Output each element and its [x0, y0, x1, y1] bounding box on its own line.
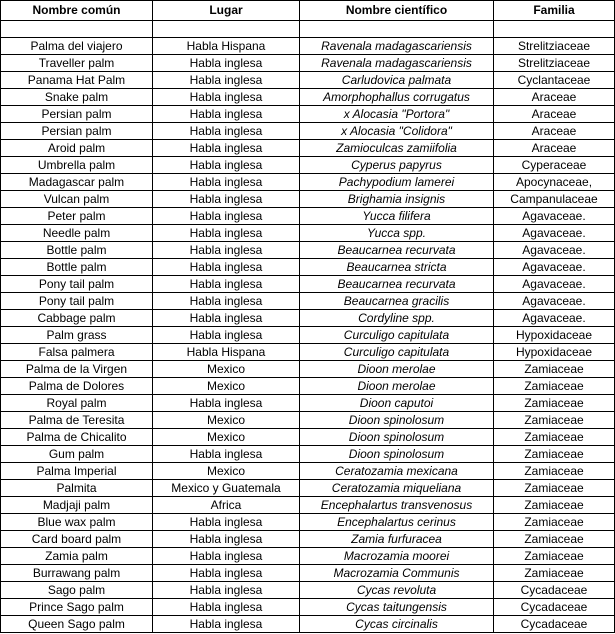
- table-row: [1, 225, 615, 242]
- place-cell: Habla inglesa: [153, 123, 300, 140]
- table-row: [1, 565, 615, 582]
- table-row: [1, 548, 615, 565]
- place-cell: Habla Hispana: [153, 38, 300, 55]
- family-cell: [494, 21, 615, 38]
- table-row: [1, 123, 615, 140]
- header-common-name: Nombre común: [1, 1, 153, 21]
- scientific-name-cell: Macrozamia moorei: [300, 548, 494, 565]
- place-cell: Habla inglesa: [153, 208, 300, 225]
- scientific-name-cell: Dioon spinolosum: [300, 446, 494, 463]
- scientific-name-cell: Dioon merolae: [300, 361, 494, 378]
- table-row: [1, 276, 615, 293]
- place-cell: Habla Hispana: [153, 344, 300, 361]
- scientific-name-cell: Yucca spp.: [300, 225, 494, 242]
- family-cell: Cycadaceae: [494, 616, 615, 633]
- family-cell: Zamiaceae: [494, 446, 615, 463]
- common-name-cell: Snake palm: [1, 89, 153, 106]
- family-cell: Agavaceae.: [494, 293, 615, 310]
- common-name-cell: Queen Sago palm: [1, 616, 153, 633]
- table-row: [1, 514, 615, 531]
- table-row: [1, 242, 615, 259]
- scientific-name-cell: Dioon spinolosum: [300, 412, 494, 429]
- header-family: Familia: [494, 1, 615, 21]
- scientific-name-cell: Encephalartus transvenosus: [300, 497, 494, 514]
- scientific-name-cell: Curculigo capitulata: [300, 327, 494, 344]
- common-name-cell: Needle palm: [1, 225, 153, 242]
- family-cell: Araceae: [494, 123, 615, 140]
- header-scientific-name: Nombre científico: [300, 1, 494, 21]
- place-cell: Habla inglesa: [153, 616, 300, 633]
- table-row: [1, 140, 615, 157]
- common-name-cell: Persian palm: [1, 106, 153, 123]
- place-cell: Habla inglesa: [153, 293, 300, 310]
- common-name-cell: Bottle palm: [1, 242, 153, 259]
- scientific-name-cell: Carludovica palmata: [300, 72, 494, 89]
- scientific-name-cell: Cycas revoluta: [300, 582, 494, 599]
- scientific-name-cell: [300, 21, 494, 38]
- family-cell: Zamiaceae: [494, 412, 615, 429]
- table-row: [1, 191, 615, 208]
- common-name-cell: Palma del viajero: [1, 38, 153, 55]
- place-cell: Habla inglesa: [153, 259, 300, 276]
- place-cell: Habla inglesa: [153, 446, 300, 463]
- scientific-name-cell: Beaucarnea stricta: [300, 259, 494, 276]
- place-cell: Habla inglesa: [153, 310, 300, 327]
- common-name-cell: Palma Imperial: [1, 463, 153, 480]
- table-row: [1, 361, 615, 378]
- scientific-name-cell: x Alocasia "Colidora": [300, 123, 494, 140]
- family-cell: Strelitziaceae: [494, 55, 615, 72]
- family-cell: Araceae: [494, 89, 615, 106]
- common-name-cell: Palmita: [1, 480, 153, 497]
- table-row: [1, 72, 615, 89]
- table-row: [1, 497, 615, 514]
- scientific-name-cell: Encephalartus cerinus: [300, 514, 494, 531]
- common-name-cell: Palma de Chicalito: [1, 429, 153, 446]
- scientific-name-cell: Dioon caputoi: [300, 395, 494, 412]
- table-row: [1, 616, 615, 633]
- family-cell: Cyclantaceae: [494, 72, 615, 89]
- scientific-name-cell: Pachypodium lamerei: [300, 174, 494, 191]
- place-cell: Habla inglesa: [153, 157, 300, 174]
- common-name-cell: Panama Hat Palm: [1, 72, 153, 89]
- common-name-cell: Falsa palmera: [1, 344, 153, 361]
- table-row: [1, 344, 615, 361]
- scientific-name-cell: Beaucarnea recurvata: [300, 242, 494, 259]
- table-row: [1, 327, 615, 344]
- header-place: Lugar: [153, 1, 300, 21]
- common-name-cell: [1, 21, 153, 38]
- family-cell: Agavaceae.: [494, 208, 615, 225]
- family-cell: Strelitziaceae: [494, 38, 615, 55]
- place-cell: Habla inglesa: [153, 565, 300, 582]
- family-cell: Zamiaceae: [494, 548, 615, 565]
- scientific-name-cell: Ravenala madagascariensis: [300, 55, 494, 72]
- table-row: [1, 310, 615, 327]
- common-name-cell: Royal palm: [1, 395, 153, 412]
- family-cell: Zamiaceae: [494, 565, 615, 582]
- scientific-name-cell: Dioon spinolosum: [300, 429, 494, 446]
- scientific-name-cell: Beaucarnea gracilis: [300, 293, 494, 310]
- common-name-cell: Madjaji palm: [1, 497, 153, 514]
- place-cell: Habla inglesa: [153, 106, 300, 123]
- family-cell: Hypoxidaceae: [494, 327, 615, 344]
- family-cell: Agavaceae.: [494, 259, 615, 276]
- scientific-name-cell: Cycas taitungensis: [300, 599, 494, 616]
- family-cell: Agavaceae.: [494, 310, 615, 327]
- place-cell: Habla inglesa: [153, 548, 300, 565]
- common-name-cell: Zamia palm: [1, 548, 153, 565]
- place-cell: Habla inglesa: [153, 599, 300, 616]
- table-row: [1, 55, 615, 72]
- common-name-cell: Vulcan palm: [1, 191, 153, 208]
- common-name-cell: Pony tail palm: [1, 293, 153, 310]
- family-cell: Campanulaceae: [494, 191, 615, 208]
- table-row: [1, 208, 615, 225]
- family-cell: Zamiaceae: [494, 514, 615, 531]
- family-cell: Zamiaceae: [494, 429, 615, 446]
- place-cell: Habla inglesa: [153, 327, 300, 344]
- table-row: [1, 395, 615, 412]
- common-name-cell: Palma de Teresita: [1, 412, 153, 429]
- scientific-name-cell: Brighamia insignis: [300, 191, 494, 208]
- family-cell: Hypoxidaceae: [494, 344, 615, 361]
- scientific-name-cell: Yucca filifera: [300, 208, 494, 225]
- scientific-name-cell: Cordyline spp.: [300, 310, 494, 327]
- family-cell: Cycadaceae: [494, 599, 615, 616]
- place-cell: Habla inglesa: [153, 582, 300, 599]
- family-cell: Araceae: [494, 106, 615, 123]
- scientific-name-cell: Ceratozamia miqueliana: [300, 480, 494, 497]
- place-cell: Habla inglesa: [153, 514, 300, 531]
- family-cell: Araceae: [494, 140, 615, 157]
- common-name-cell: Aroid palm: [1, 140, 153, 157]
- family-cell: Zamiaceae: [494, 361, 615, 378]
- place-cell: Mexico y Guatemala: [153, 480, 300, 497]
- family-cell: Zamiaceae: [494, 497, 615, 514]
- common-name-cell: Traveller palm: [1, 55, 153, 72]
- place-cell: Mexico: [153, 378, 300, 395]
- table-row: [1, 293, 615, 310]
- table-row: [1, 21, 615, 38]
- place-cell: Habla inglesa: [153, 140, 300, 157]
- scientific-name-cell: Dioon merolae: [300, 378, 494, 395]
- common-name-cell: Burrawang palm: [1, 565, 153, 582]
- family-cell: Agavaceae.: [494, 276, 615, 293]
- place-cell: [153, 21, 300, 38]
- table-row: [1, 531, 615, 548]
- place-cell: Habla inglesa: [153, 55, 300, 72]
- common-name-cell: Palm grass: [1, 327, 153, 344]
- scientific-name-cell: Amorphophallus corrugatus: [300, 89, 494, 106]
- scientific-name-cell: Beaucarnea recurvata: [300, 276, 494, 293]
- table-row: [1, 429, 615, 446]
- common-name-cell: Persian palm: [1, 123, 153, 140]
- table-row: [1, 106, 615, 123]
- table-row: [1, 89, 615, 106]
- place-cell: Habla inglesa: [153, 89, 300, 106]
- scientific-name-cell: Cyperus papyrus: [300, 157, 494, 174]
- scientific-name-cell: Ravenala madagascariensis: [300, 38, 494, 55]
- common-name-cell: Palma de Dolores: [1, 378, 153, 395]
- place-cell: Mexico: [153, 361, 300, 378]
- table-row: [1, 446, 615, 463]
- family-cell: Zamiaceae: [494, 378, 615, 395]
- table-row: [1, 157, 615, 174]
- family-cell: Apocynaceae,: [494, 174, 615, 191]
- family-cell: Zamiaceae: [494, 480, 615, 497]
- place-cell: Mexico: [153, 412, 300, 429]
- place-cell: Habla inglesa: [153, 276, 300, 293]
- family-cell: Zamiaceae: [494, 395, 615, 412]
- table-row: [1, 412, 615, 429]
- scientific-name-cell: Cycas circinalis: [300, 616, 494, 633]
- common-name-cell: Blue wax palm: [1, 514, 153, 531]
- common-name-cell: Cabbage palm: [1, 310, 153, 327]
- family-cell: Cycadaceae: [494, 582, 615, 599]
- scientific-name-cell: x Alocasia "Portora": [300, 106, 494, 123]
- place-cell: Habla inglesa: [153, 191, 300, 208]
- common-name-cell: Bottle palm: [1, 259, 153, 276]
- place-cell: Mexico: [153, 429, 300, 446]
- family-cell: Agavaceae.: [494, 225, 615, 242]
- table-row: [1, 480, 615, 497]
- place-cell: Habla inglesa: [153, 174, 300, 191]
- table-row: [1, 38, 615, 55]
- place-cell: Habla inglesa: [153, 242, 300, 259]
- place-cell: Africa: [153, 497, 300, 514]
- family-cell: Zamiaceae: [494, 531, 615, 548]
- table-row: [1, 174, 615, 191]
- table-row: [1, 378, 615, 395]
- scientific-name-cell: Zamia furfuracea: [300, 531, 494, 548]
- common-name-cell: Gum palm: [1, 446, 153, 463]
- common-name-cell: Palma de la Virgen: [1, 361, 153, 378]
- scientific-name-cell: Zamioculcas zamiifolia: [300, 140, 494, 157]
- place-cell: Mexico: [153, 463, 300, 480]
- place-cell: Habla inglesa: [153, 395, 300, 412]
- scientific-name-cell: Macrozamia Communis: [300, 565, 494, 582]
- scientific-name-cell: Ceratozamia mexicana: [300, 463, 494, 480]
- family-cell: Cyperaceae: [494, 157, 615, 174]
- common-name-cell: Umbrella palm: [1, 157, 153, 174]
- family-cell: Zamiaceae: [494, 463, 615, 480]
- common-name-cell: Sago palm: [1, 582, 153, 599]
- place-cell: Habla inglesa: [153, 531, 300, 548]
- common-name-cell: Pony tail palm: [1, 276, 153, 293]
- place-cell: Habla inglesa: [153, 225, 300, 242]
- table-row: [1, 599, 615, 616]
- common-name-cell: Peter palm: [1, 208, 153, 225]
- header-row: [1, 1, 615, 21]
- common-name-cell: Card board palm: [1, 531, 153, 548]
- place-cell: Habla inglesa: [153, 72, 300, 89]
- common-name-cell: Prince Sago palm: [1, 599, 153, 616]
- table-row: [1, 582, 615, 599]
- table-row: [1, 463, 615, 480]
- common-name-cell: Madagascar palm: [1, 174, 153, 191]
- table-row: [1, 259, 615, 276]
- family-cell: Agavaceae.: [494, 242, 615, 259]
- table-body: [1, 21, 615, 633]
- scientific-name-cell: Curculigo capitulata: [300, 344, 494, 361]
